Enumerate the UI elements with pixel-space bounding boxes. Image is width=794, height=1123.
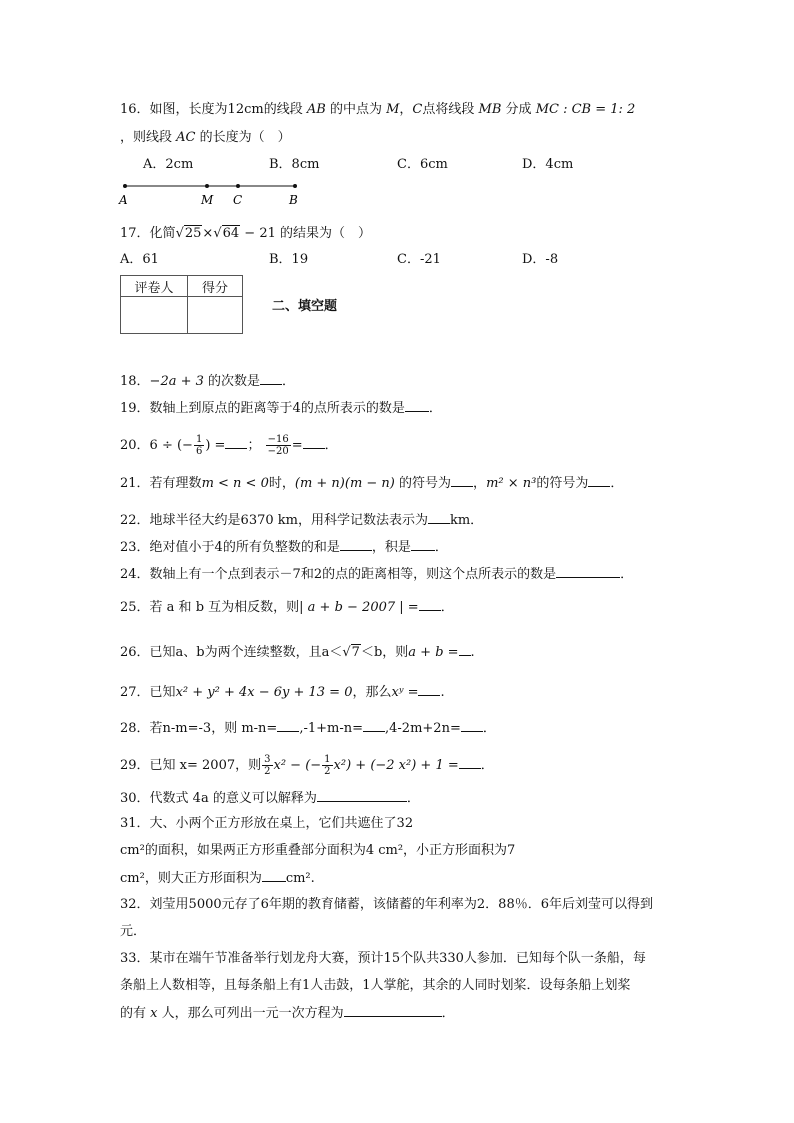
q24-line bbox=[120, 565, 633, 584]
point-a-dot bbox=[123, 184, 127, 188]
q28-number: 28． bbox=[120, 721, 150, 736]
q16-option-d[interactable]: D．4cm bbox=[522, 157, 574, 172]
q28-blank1[interactable] bbox=[277, 719, 299, 732]
q18-expr: −2a + 3 bbox=[149, 374, 204, 389]
q20-fraction1 bbox=[194, 434, 204, 457]
label-m: M bbox=[201, 193, 214, 207]
q18-text: 的次数是 bbox=[203, 374, 261, 389]
q28-line bbox=[120, 719, 496, 738]
q27-blank[interactable] bbox=[418, 683, 440, 696]
q27-b: ，那么 bbox=[352, 685, 392, 700]
q23-blank1[interactable] bbox=[340, 538, 372, 551]
q17-root1: 25 bbox=[184, 226, 202, 241]
q33-x: x bbox=[150, 1006, 158, 1021]
q24-text: 数轴上有一个点到表示－7和2的点的距离相等，则这个点所表示的数是 bbox=[149, 567, 557, 582]
q21-number: 21． bbox=[120, 476, 150, 491]
q33-end: ． bbox=[441, 1006, 455, 1021]
q21-blank1[interactable] bbox=[451, 474, 473, 487]
grader-cell[interactable] bbox=[121, 297, 188, 334]
q26-a: 已知a、b为两个连续整数，且a＜ bbox=[149, 645, 343, 660]
q32-text-2: 元． bbox=[120, 924, 147, 939]
q21-b: 时， bbox=[268, 476, 295, 491]
q28-c: ,4-2m+2n= bbox=[385, 721, 461, 736]
q18-blank[interactable] bbox=[260, 372, 282, 385]
q21-blank2[interactable] bbox=[588, 474, 610, 487]
q16-option-b[interactable]: B．8cm bbox=[269, 157, 320, 172]
q26-number: 26． bbox=[120, 645, 150, 660]
q27-end: . bbox=[440, 685, 445, 700]
q23-a: 绝对值小于4的所有负整数的和是 bbox=[149, 540, 340, 555]
score-table bbox=[120, 275, 243, 334]
q29-end: ． bbox=[480, 758, 494, 773]
q20-blank1[interactable] bbox=[225, 436, 247, 449]
q22-blank[interactable] bbox=[428, 511, 450, 524]
q32-text-1: 刘莹用5000元存了6年期的教育储蓄，该储蓄的年利率为2．88％．6年后刘莹可以得到 bbox=[149, 897, 653, 912]
q25-end: ． bbox=[440, 600, 454, 615]
q20-c: = bbox=[291, 438, 303, 453]
q21-expr1: (m + n)(m − n) bbox=[294, 476, 395, 491]
q17-times: × bbox=[202, 226, 214, 241]
q21-end: ． bbox=[610, 476, 624, 491]
q17-option-b[interactable]: B．19 bbox=[269, 252, 309, 267]
q26-line: 26．已知a、b为两个连续整数，且a＜√7＜b，则a + b = . bbox=[120, 645, 475, 660]
q33-line2 bbox=[120, 977, 631, 995]
q29-a: 已知 x= 2007，则 bbox=[149, 758, 262, 773]
q31-text-1: 大、小两个正方形放在桌上，它们共遮住了32 bbox=[149, 816, 414, 831]
q19-end: ． bbox=[428, 401, 442, 416]
label-a: A bbox=[119, 193, 128, 207]
q19-number: 19． bbox=[120, 401, 150, 416]
q29-fraction2 bbox=[322, 754, 332, 777]
q26-blank[interactable] bbox=[459, 643, 471, 656]
q23-end: ． bbox=[434, 540, 448, 555]
q17-rest: − 21 bbox=[244, 226, 276, 241]
q27-expr: x² + y² + 4x − 6y + 13 = 0 bbox=[175, 685, 353, 700]
q33-text-1: 某市在端午节准备举行划龙舟大赛，预计15个队共330人参加．已知每个队一条船，每 bbox=[149, 951, 646, 966]
q29-f2-den: 2 bbox=[324, 766, 331, 777]
q19-blank[interactable] bbox=[405, 399, 429, 412]
q23-line bbox=[120, 538, 448, 557]
q29-number: 29． bbox=[120, 758, 150, 773]
q16-comma: ， bbox=[399, 102, 413, 117]
q21-d: ， bbox=[473, 476, 487, 491]
q33-text-3b: 人，那么可列出一元一次方程为 bbox=[161, 1006, 344, 1021]
q26-root: 7 bbox=[351, 645, 360, 660]
q16-m: M bbox=[386, 102, 400, 117]
q16-line1 bbox=[120, 101, 635, 119]
q16-ac: AC bbox=[176, 130, 196, 145]
score-cell[interactable] bbox=[188, 297, 243, 334]
q20-fraction2 bbox=[266, 434, 291, 457]
q31-line2 bbox=[120, 842, 515, 860]
q29-f1-den: 2 bbox=[264, 766, 271, 777]
q20-blank2[interactable] bbox=[303, 436, 325, 449]
q16-line2 bbox=[120, 129, 291, 147]
q16-option-a[interactable]: A．2cm bbox=[143, 157, 194, 172]
q23-number: 23． bbox=[120, 540, 150, 555]
q16-ratio: MC : CB = 1: 2 bbox=[535, 102, 636, 117]
q30-blank[interactable] bbox=[317, 789, 407, 802]
q28-blank3[interactable] bbox=[461, 719, 483, 732]
q27-a: 已知 bbox=[149, 685, 176, 700]
q27-line bbox=[120, 683, 445, 702]
q25-blank[interactable] bbox=[419, 598, 441, 611]
q29-f1-num: 3 bbox=[264, 754, 271, 765]
q32-number: 32． bbox=[120, 897, 150, 912]
q16-text-c: 点将线段 bbox=[422, 102, 475, 117]
q31-blank[interactable] bbox=[262, 869, 286, 882]
q33-line1 bbox=[120, 950, 646, 968]
q28-end: ． bbox=[482, 721, 496, 736]
q29-e2: x²) + (−2 x²) + 1 = bbox=[333, 758, 459, 773]
q26-expr: a + b = bbox=[408, 645, 459, 660]
q24-blank[interactable] bbox=[556, 565, 620, 578]
q25-line bbox=[120, 598, 454, 617]
q17-number: 17． bbox=[120, 226, 150, 241]
section-title: 二、填空题 bbox=[272, 299, 338, 314]
q16-mb: MB bbox=[478, 102, 502, 117]
q16-text-b: 的中点为 bbox=[329, 102, 382, 117]
q25-number: 25． bbox=[120, 600, 150, 615]
q21-line bbox=[120, 474, 623, 493]
q22-number: 22． bbox=[120, 513, 150, 528]
label-c: C bbox=[233, 193, 243, 207]
q16-ab: AB bbox=[306, 102, 326, 117]
q17-option-a[interactable]: A．61 bbox=[120, 252, 159, 267]
q21-c: 的符号为 bbox=[399, 476, 452, 491]
point-m-dot bbox=[205, 184, 209, 188]
q33-number: 33． bbox=[120, 951, 150, 966]
q17-line: 17．化简√25×√64 − 21 的结果为（ ） bbox=[120, 226, 372, 241]
q29-blank[interactable] bbox=[459, 756, 481, 769]
q31-text-3b: cm². bbox=[285, 871, 315, 886]
q33-text-3a: 的有 bbox=[120, 1006, 147, 1021]
q16-text-e: ，则线段 bbox=[120, 130, 173, 145]
q27-expr2: xʸ = bbox=[391, 685, 419, 700]
q31-text-2: cm²的面积，如果两正方形重叠部分面积为4 cm²，小正方形面积为7 bbox=[120, 843, 516, 858]
q26-end: . bbox=[470, 645, 475, 660]
q32-line1 bbox=[120, 896, 653, 914]
q20-f1-den: 6 bbox=[195, 446, 203, 457]
q23-b: ，积是 bbox=[371, 540, 411, 555]
q21-e: 的符号为 bbox=[536, 476, 589, 491]
q26-b: ＜b，则 bbox=[360, 645, 409, 660]
q20-f2-num: −16 bbox=[267, 434, 289, 445]
q30-text: 代数式 4a 的意义可以解释为 bbox=[149, 791, 317, 806]
q20-line bbox=[120, 434, 338, 457]
q30-end: ． bbox=[406, 791, 420, 806]
q19-line bbox=[120, 399, 442, 418]
score-table-header-grader: 评卷人 bbox=[121, 276, 188, 297]
q31-number: 31． bbox=[120, 816, 150, 831]
q25-a: 若 a 和 b 互为相反数，则 bbox=[149, 600, 300, 615]
q31-line1 bbox=[120, 815, 413, 833]
q17-root2: 64 bbox=[222, 226, 240, 241]
q25-expr: | a + b − 2007 | = bbox=[299, 600, 419, 615]
q20-end: ． bbox=[324, 438, 338, 453]
q21-cond: m < n < 0 bbox=[201, 476, 269, 491]
point-b-dot bbox=[293, 184, 297, 188]
q33-line3 bbox=[120, 1004, 455, 1023]
q20-f1-num: 1 bbox=[195, 434, 203, 445]
q29-f2-num: 1 bbox=[324, 754, 331, 765]
q22-text: 地球半径大约是6370 km，用科学记数法表示为 bbox=[149, 513, 428, 528]
q16-option-c[interactable]: C．6cm bbox=[397, 157, 448, 172]
q31-line3 bbox=[120, 869, 315, 888]
q28-text: 若n-m=-3，则 m-n= bbox=[149, 721, 278, 736]
q32-line2 bbox=[120, 923, 146, 941]
q27-number: 27． bbox=[120, 685, 150, 700]
q22-line bbox=[120, 511, 483, 530]
q30-line bbox=[120, 789, 420, 808]
score-table-header-score: 得分 bbox=[188, 276, 243, 297]
q18-line bbox=[120, 372, 295, 391]
q21-a: 若有理数 bbox=[149, 476, 202, 491]
q18-number: 18． bbox=[120, 374, 150, 389]
q20-number: 20． bbox=[120, 438, 150, 453]
q17-option-c[interactable]: C．-21 bbox=[397, 252, 441, 267]
q16-text-a: 如图，长度为12cm的线段 bbox=[149, 102, 303, 117]
q21-expr2: m² × n³ bbox=[486, 476, 537, 491]
q33-blank[interactable] bbox=[344, 1004, 442, 1017]
q19-text: 数轴上到原点的距离等于4的点所表示的数是 bbox=[149, 401, 405, 416]
q17-option-d[interactable]: D．-8 bbox=[522, 252, 559, 267]
q16-text-d: 分成 bbox=[505, 102, 532, 117]
q17-pre: 化简 bbox=[149, 226, 176, 241]
q29-line bbox=[120, 754, 494, 777]
q29-e1: x² − (− bbox=[273, 758, 322, 773]
q18-end: ． bbox=[282, 374, 296, 389]
q20-f2-den: −20 bbox=[267, 446, 289, 457]
q20-a: 6 ÷ (− bbox=[149, 438, 193, 453]
q16-c: C bbox=[412, 102, 423, 117]
q33-text-2: 条船上人数相等，且每条船上有1人击鼓，1人掌舵，其余的人同时划桨．设每条船上划桨 bbox=[120, 978, 631, 993]
q24-number: 24． bbox=[120, 567, 150, 582]
q17-post: 的结果为（ ） bbox=[280, 226, 372, 241]
q22-end: km． bbox=[449, 513, 484, 528]
q20-b: ) = bbox=[205, 438, 226, 453]
q31-text-3a: cm²，则大正方形面积为 bbox=[120, 871, 262, 886]
q28-b: ,-1+m-n= bbox=[299, 721, 364, 736]
q16-segment-figure bbox=[115, 178, 315, 210]
q20-sep: ； bbox=[247, 438, 261, 453]
q28-blank2[interactable] bbox=[363, 719, 385, 732]
q16-number: 16． bbox=[120, 102, 150, 117]
q23-blank2[interactable] bbox=[411, 538, 435, 551]
label-b: B bbox=[289, 193, 298, 207]
q16-text-f: 的长度为（ ） bbox=[199, 130, 291, 145]
point-c-dot bbox=[236, 184, 240, 188]
q24-end: ． bbox=[620, 567, 634, 582]
q29-fraction1 bbox=[262, 754, 272, 777]
q30-number: 30． bbox=[120, 791, 150, 806]
